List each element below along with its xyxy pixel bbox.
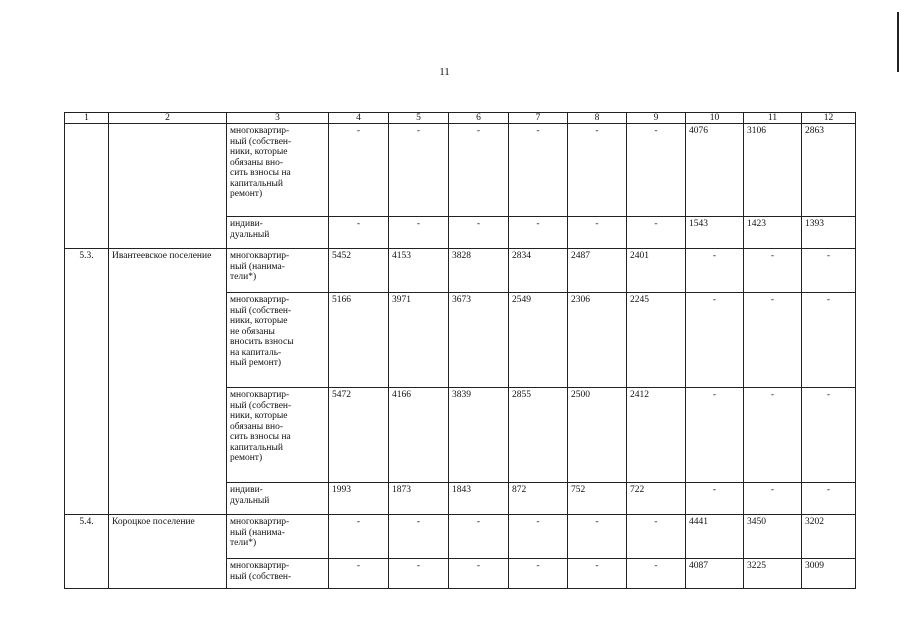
value-cell: -: [568, 124, 627, 217]
value-cell: 3839: [449, 388, 509, 483]
value-cell: 2412: [627, 388, 686, 483]
housing-type-cell: многоквартир- ный (собствен- ники, которые обязаны вно- сить взносы на капитальный ремонт): [227, 124, 329, 217]
value-cell: 872: [509, 483, 568, 515]
value-cell: -: [449, 124, 509, 217]
value-cell: 3202: [802, 515, 856, 559]
value-cell: -: [389, 124, 449, 217]
value-cell: 3225: [744, 559, 802, 589]
value-cell: 2487: [568, 249, 627, 293]
housing-type-cell: многоквартир- ный (нанима- тели*): [227, 249, 329, 293]
housing-type-cell: индиви- дуальный: [227, 483, 329, 515]
value-cell: 2306: [568, 293, 627, 388]
value-cell: -: [686, 249, 744, 293]
value-cell: -: [744, 483, 802, 515]
value-cell: 3009: [802, 559, 856, 589]
header-cell-6: 6: [449, 113, 509, 124]
value-cell: 1993: [329, 483, 389, 515]
table-row: [65, 249, 856, 293]
value-cell: -: [568, 515, 627, 559]
value-cell: 3971: [389, 293, 449, 388]
value-cell: -: [686, 483, 744, 515]
header-cell-7: 7: [509, 113, 568, 124]
housing-type-cell: многоквартир- ный (собствен- ники, которые не обязаны вносить взносы на капиталь- ный ремонт): [227, 293, 329, 388]
settlement-cell: [109, 124, 227, 249]
value-cell: -: [389, 559, 449, 589]
value-cell: 4153: [389, 249, 449, 293]
value-cell: -: [802, 293, 856, 388]
value-cell: -: [744, 293, 802, 388]
row-number-cell: 5.4.: [65, 515, 109, 589]
housing-type-cell: многоквартир- ный (собствен- ники, которые обязаны вно- сить взносы на капитальный ремонт): [227, 388, 329, 483]
value-cell: -: [627, 124, 686, 217]
value-cell: -: [509, 559, 568, 589]
value-cell: -: [568, 217, 627, 249]
header-cell-5: 5: [389, 113, 449, 124]
value-cell: -: [627, 559, 686, 589]
value-cell: 4166: [389, 388, 449, 483]
header-cell-3: 3: [227, 113, 329, 124]
value-cell: 2855: [509, 388, 568, 483]
table-header-row: [65, 113, 856, 124]
value-cell: 2500: [568, 388, 627, 483]
settlement-cell: Ивантеевское поселение: [109, 249, 227, 515]
value-cell: -: [744, 388, 802, 483]
value-cell: 2549: [509, 293, 568, 388]
value-cell: -: [627, 515, 686, 559]
value-cell: -: [802, 483, 856, 515]
scan-edge-mark: [897, 12, 899, 72]
value-cell: -: [329, 515, 389, 559]
value-cell: -: [389, 217, 449, 249]
value-cell: 722: [627, 483, 686, 515]
value-cell: 3106: [744, 124, 802, 217]
value-cell: -: [329, 217, 389, 249]
value-cell: 1843: [449, 483, 509, 515]
header-cell-4: 4: [329, 113, 389, 124]
value-cell: -: [627, 217, 686, 249]
header-cell-11: 11: [744, 113, 802, 124]
value-cell: 5452: [329, 249, 389, 293]
value-cell: 2245: [627, 293, 686, 388]
value-cell: 4076: [686, 124, 744, 217]
value-cell: 2863: [802, 124, 856, 217]
row-number-cell: 5.3.: [65, 249, 109, 515]
page-number: 11: [439, 66, 450, 78]
value-cell: -: [509, 515, 568, 559]
value-cell: 5166: [329, 293, 389, 388]
value-cell: -: [449, 515, 509, 559]
value-cell: -: [329, 559, 389, 589]
housing-type-cell: индиви- дуальный: [227, 217, 329, 249]
value-cell: 2401: [627, 249, 686, 293]
value-cell: 5472: [329, 388, 389, 483]
value-cell: -: [744, 249, 802, 293]
value-cell: -: [389, 515, 449, 559]
value-cell: 752: [568, 483, 627, 515]
header-cell-9: 9: [627, 113, 686, 124]
value-cell: -: [509, 124, 568, 217]
value-cell: 4441: [686, 515, 744, 559]
value-cell: -: [449, 217, 509, 249]
table-row: [65, 515, 856, 559]
table-row: [65, 124, 856, 217]
value-cell: 1393: [802, 217, 856, 249]
header-cell-8: 8: [568, 113, 627, 124]
value-cell: 3673: [449, 293, 509, 388]
value-cell: 2834: [509, 249, 568, 293]
header-cell-10: 10: [686, 113, 744, 124]
value-cell: 3828: [449, 249, 509, 293]
value-cell: -: [449, 559, 509, 589]
value-cell: -: [509, 217, 568, 249]
value-cell: -: [802, 388, 856, 483]
value-cell: 3450: [744, 515, 802, 559]
housing-type-cell: многоквартир- ный (нанима- тели*): [227, 515, 329, 559]
value-cell: 4087: [686, 559, 744, 589]
header-cell-12: 12: [802, 113, 856, 124]
value-cell: 1543: [686, 217, 744, 249]
value-cell: -: [802, 249, 856, 293]
row-number-cell: [65, 124, 109, 249]
header-cell-1: 1: [65, 113, 109, 124]
value-cell: -: [329, 124, 389, 217]
tariff-table: [64, 112, 856, 589]
value-cell: -: [686, 293, 744, 388]
value-cell: 1423: [744, 217, 802, 249]
housing-type-cell: многоквартир- ный (собствен-: [227, 559, 329, 589]
value-cell: -: [686, 388, 744, 483]
value-cell: -: [568, 559, 627, 589]
value-cell: 1873: [389, 483, 449, 515]
settlement-cell: Короцкое поселение: [109, 515, 227, 589]
header-cell-2: 2: [109, 113, 227, 124]
